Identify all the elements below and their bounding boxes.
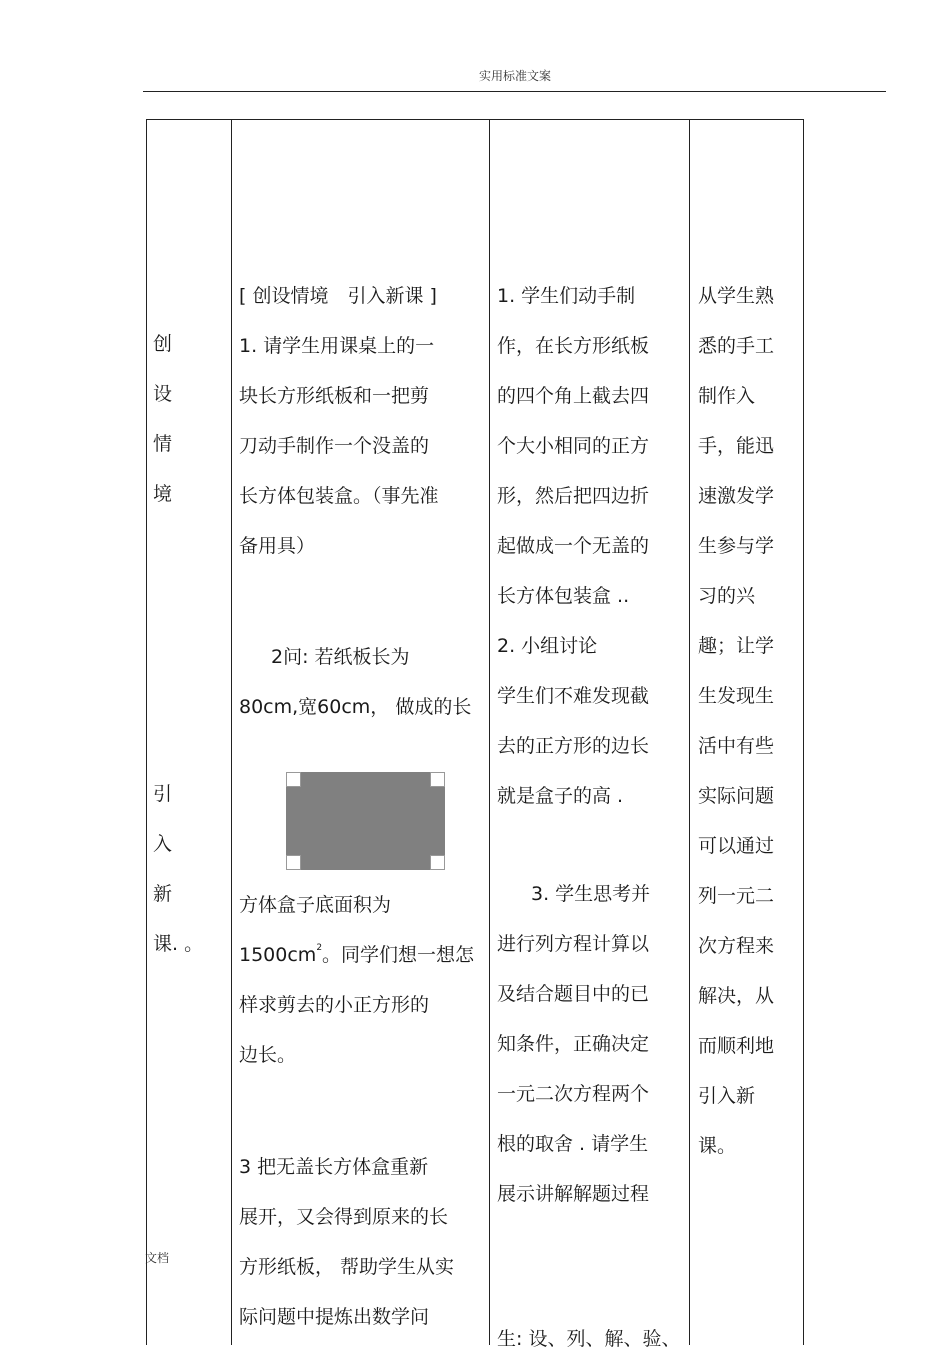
student-line: 长方体包装盒 .. [497,585,630,607]
student-line: 展示讲解解题过程 [497,1183,650,1205]
header-title: 实用标准文案 [478,69,551,83]
teacher-line [239,940,474,967]
table-border-col3 [689,119,690,1345]
intent-line: 从学生熟 [698,285,775,307]
teacher-line: 际问题中提炼出数学问 [239,1306,430,1328]
teacher-line: 展开，又会得到原来的长 [239,1206,449,1228]
teacher-line: 样求剪去的小正方形的 [239,994,430,1016]
corner-square [430,855,445,870]
intent-line: 课。 [698,1135,737,1157]
intent-line: 生参与学 [698,535,775,557]
stage-char: 课. 。 [153,933,204,955]
teacher-line: 方形纸板， 帮助学生从实 [239,1256,455,1278]
teacher-line: 备用具） [239,535,316,557]
corner-square [286,855,301,870]
intent-line: 引入新 [698,1085,756,1107]
student-line: 形，然后把四边折 [497,485,650,507]
student-line: 学生们不难发现截 [497,685,650,707]
student-line: 去的正方形的边长 [497,735,650,757]
intent-line: 悉的手工 [698,335,775,357]
stage-char: 新 [153,883,173,905]
corner-square [286,772,301,787]
stage-char: 境 [153,483,173,505]
student-line: 3. 学生思考并 [531,883,651,905]
intent-line: 活中有些 [698,735,775,757]
intent-line: 生发现生 [698,685,775,707]
area-text: 。同学们想一想怎 [322,944,475,966]
table-border-left [146,119,147,1345]
student-line: 就是盒子的高 . [497,785,624,807]
student-line: 根的取舍 . 请学生 [497,1133,649,1155]
teacher-line: 刀动手制作一个没盖的 [239,435,430,457]
student-line: 进行列方程计算以 [497,933,650,955]
intent-line: 趣；让学 [698,635,775,657]
intent-line: 实际问题 [698,785,775,807]
intent-line: 习的兴 [698,585,756,607]
footer-label: 文档 [145,1251,170,1265]
intent-line: 解决，从 [698,985,775,1007]
corner-square [430,772,445,787]
teacher-line: 方体盒子底面积为 [239,894,392,916]
student-line: 知条件，正确决定 [497,1033,650,1055]
superscript-2: 2 [316,942,323,953]
student-line: 1. 学生们动手制 [497,285,636,307]
stage-char: 设 [153,383,173,405]
teacher-line: 2问: 若纸板长为 [271,646,410,668]
student-line: 生: 设、列、解、验、 [497,1328,681,1350]
teacher-line: 1. 请学生用课桌上的一 [239,335,435,357]
teacher-line: 3 把无盖长方体盒重新 [239,1156,429,1178]
table-border-col2 [489,119,490,1345]
intent-line: 可以通过 [698,835,775,857]
stage-char: 入 [153,833,173,855]
table-border-col1 [231,119,232,1345]
student-line: 作，在长方形纸板 [497,335,650,357]
cardboard-diagram [286,772,445,870]
intent-line: 制作入 [698,385,756,407]
teacher-line: 块长方形纸板和一把剪 [239,385,430,407]
student-line: 的四个角上截去四 [497,385,650,407]
student-line: 及结合题目中的已 [497,983,650,1005]
teacher-line: 80cm,宽60cm， 做成的长 [239,696,472,718]
intent-line: 列一元二 [698,885,775,907]
table-border-right [803,119,804,1345]
teacher-line: 长方体包装盒。（事先准 [239,485,439,507]
intent-line: 手，能迅 [698,435,775,457]
header-rule [143,91,886,92]
table-top-border [146,119,804,120]
student-line: 起做成一个无盖的 [497,535,650,557]
teacher-line: 边长。 [239,1044,297,1066]
teacher-line: [ 创设情境 引入新课 ] [239,285,437,307]
intent-line: 而顺利地 [698,1035,775,1057]
stage-char: 情 [153,433,173,455]
student-line: 个大小相同的正方 [497,435,650,457]
cardboard-rectangle [286,772,445,870]
intent-line: 次方程来 [698,935,775,957]
area-value: 1500cm [239,944,317,966]
student-line: 一元二次方程两个 [497,1083,650,1105]
intent-line: 速激发学 [698,485,775,507]
stage-char: 创 [153,333,173,355]
student-line: 2. 小组讨论 [497,635,598,657]
stage-char: 引 [153,783,173,805]
